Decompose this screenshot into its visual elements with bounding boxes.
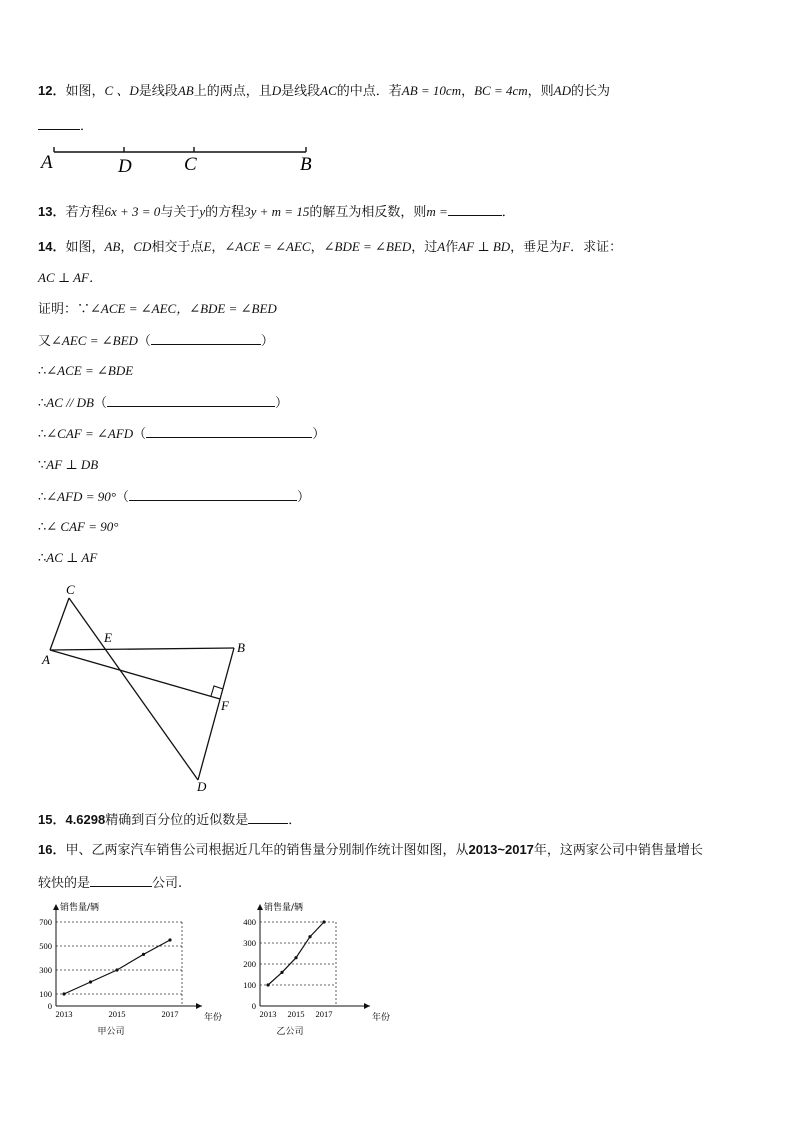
paren-close: ）: [274, 396, 288, 411]
proof-label: 证明：: [38, 302, 78, 317]
q12-ab-value: AB = 10cm: [401, 83, 462, 98]
label-e: E: [104, 630, 112, 645]
q13-text: 的方程: [205, 205, 245, 220]
q12-line2: [38, 116, 93, 136]
q13-text: 若方程: [65, 205, 105, 220]
q13-text: 与关于: [160, 205, 200, 220]
q12-bc-value: BC = 4cm: [474, 83, 528, 98]
q14-f: F: [562, 239, 571, 254]
q12-text: 是线段: [138, 84, 178, 99]
q15-line: [38, 810, 301, 830]
series-line: [64, 940, 170, 994]
q14-reason-blank-1[interactable]: [151, 331, 261, 345]
therefore-symbol: ∴: [38, 520, 47, 535]
proof-step5: ∠CAF = ∠AFD: [46, 426, 134, 441]
q14-reason-blank-2[interactable]: [107, 393, 275, 407]
proof-step9: AC ⊥ AF: [46, 550, 98, 565]
proof-step3: ∠ACE = ∠BDE: [46, 363, 134, 378]
label-f: F: [221, 698, 229, 713]
chart-title: 乙公司: [276, 1027, 304, 1037]
q12-points-cd: C 、D: [104, 83, 139, 98]
data-point: [294, 956, 297, 959]
data-point: [62, 992, 65, 995]
q14-proof-5: [38, 424, 325, 444]
q14-text: ，垂足为: [510, 240, 563, 255]
q14-reason-blank-4[interactable]: [129, 487, 297, 501]
q14-cd: CD: [133, 239, 152, 254]
q16-line1: [38, 841, 703, 860]
q12-seg-ad: AD: [553, 83, 571, 98]
paren-open: （: [133, 427, 147, 442]
y-axis-label: 销售量/辆: [60, 903, 100, 913]
x-tick-label: 2015: [108, 1009, 126, 1019]
segment-ab: [50, 648, 234, 650]
label-b: B: [237, 640, 245, 655]
therefore-symbol: ∴: [38, 490, 47, 505]
q14-geometry-figure: [38, 582, 268, 794]
q13-number: 13．: [38, 204, 66, 219]
x-tick-label: 2013: [55, 1009, 73, 1019]
y-tick-label: 300: [243, 938, 256, 948]
x-tick-label: 2015: [287, 1009, 305, 1019]
x-tick-label: 2017: [315, 1009, 333, 1019]
q12-point-d: D: [271, 83, 282, 98]
q14-cond3: AF ⊥ BD: [458, 239, 511, 254]
q15-text: 精确到百分位的近似数是: [105, 813, 249, 828]
q16-text: 年，这两家公司中销售量增长: [533, 843, 703, 858]
q16-text: 甲、乙两家汽车销售公司根据近几年的销售量分别制作统计图如图，从: [65, 843, 469, 858]
q14-proof-9: [38, 549, 97, 568]
q14-proof-6: [38, 456, 98, 475]
y-tick-label: 200: [243, 959, 256, 969]
data-point: [280, 971, 283, 974]
q13-answer-blank[interactable]: [448, 202, 502, 216]
data-point: [168, 938, 171, 941]
q12-seg-ac: AC: [320, 83, 337, 98]
paren-open: （: [93, 396, 107, 411]
y-tick-label: 100: [39, 989, 52, 999]
q14-text: 作: [445, 240, 459, 255]
q14-text: ，过: [411, 240, 438, 255]
q12-tail: ．: [80, 119, 94, 134]
data-point: [89, 980, 92, 983]
q12-text: ，: [461, 84, 475, 99]
segment-bd: [198, 648, 234, 780]
segment-ac: [50, 598, 69, 650]
series-line: [268, 922, 324, 985]
q12-line1: [38, 82, 610, 101]
q12-text: 如图，: [65, 84, 105, 99]
label-d: D: [118, 156, 132, 177]
proof-step4: AC // DB: [46, 395, 94, 410]
label-b: B: [300, 154, 312, 175]
q14-number: 14．: [38, 239, 66, 254]
paren-close: ）: [312, 427, 326, 442]
q12-number: 12．: [38, 83, 66, 98]
y-axis-arrow: [257, 904, 263, 910]
q13-equation2: 3y + m = 15: [244, 204, 310, 219]
q14-proof-4: [38, 393, 288, 413]
q12-text: ，则: [527, 84, 554, 99]
q15-answer-blank[interactable]: [248, 810, 288, 824]
q13-tail: ．: [501, 205, 515, 220]
q14-proof-7: [38, 487, 310, 507]
proof-step6: AF ⊥ DB: [46, 457, 99, 472]
therefore-symbol: ∴: [38, 551, 47, 566]
q14-text: ．求证：: [570, 240, 623, 255]
q16-text: 公司.: [152, 876, 183, 891]
q14-line1: [38, 238, 622, 257]
q13-line: [38, 202, 515, 222]
q14-text: 相交于点: [151, 240, 204, 255]
paren-close: ）: [296, 490, 310, 505]
q12-seg-ab: AB: [177, 83, 194, 98]
label-c: C: [184, 154, 197, 175]
label-a: A: [41, 152, 53, 173]
q14-text: 如图，: [65, 240, 105, 255]
label-d: D: [197, 779, 207, 794]
q14-proof-1: [38, 300, 277, 319]
y-tick-label: 500: [39, 941, 52, 951]
x-axis-label: 年份: [372, 1013, 390, 1023]
q14-proof-2: [38, 331, 274, 351]
because-symbol: ∵: [38, 458, 47, 473]
q15-value: 4.6298: [65, 812, 106, 827]
proof-step1: ∠ACE = ∠AEC，∠BDE = ∠BED: [90, 301, 277, 316]
q14-reason-blank-3[interactable]: [146, 424, 312, 438]
data-point: [142, 953, 145, 956]
data-point: [115, 968, 118, 971]
q13-ans-lhs: m =: [426, 204, 448, 219]
segment-cd: [69, 598, 198, 780]
q12-text: 的中点．若: [336, 84, 402, 99]
q14-cond2: ∠BDE = ∠BED: [323, 239, 412, 254]
q14-line2: AC ⊥ AF．: [38, 270, 102, 285]
q14-e: E: [203, 239, 212, 254]
because-symbol: ∵: [77, 302, 91, 317]
q12-answer-blank[interactable]: [38, 116, 80, 130]
data-point: [322, 920, 325, 923]
y-axis-arrow: [53, 904, 59, 910]
y-tick-label: 100: [243, 980, 256, 990]
proof-step7: ∠AFD = 90°: [46, 489, 116, 504]
q16-text: 较快的是: [38, 876, 91, 891]
q16-years: 2013~2017: [468, 842, 534, 857]
q14-text: ，: [120, 240, 134, 255]
q14-proof-3: [38, 362, 133, 381]
label-a: A: [42, 652, 50, 667]
chart-jia-company: [22, 898, 222, 1040]
x-axis-arrow: [196, 1003, 202, 1009]
data-point: [266, 983, 269, 986]
therefore-symbol: ∴: [38, 364, 47, 379]
q13-equation1: 6x + 3 = 0: [104, 204, 161, 219]
q14-cond1: ∠ACE = ∠AEC: [224, 239, 311, 254]
proof-prefix: 又: [38, 334, 52, 349]
x-axis-label: 年份: [204, 1013, 222, 1023]
y-tick-label: 400: [243, 917, 256, 927]
q15-number: 15．: [38, 812, 66, 827]
q12-segment-figure: [38, 140, 328, 180]
x-axis-arrow: [364, 1003, 370, 1009]
paren-open: （: [115, 490, 129, 505]
therefore-symbol: ∴: [38, 427, 47, 442]
paren-open: （: [137, 334, 151, 349]
y-tick-label: 300: [39, 965, 52, 975]
x-tick-label: 2013: [259, 1009, 277, 1019]
y-tick-label: 700: [39, 917, 52, 927]
q16-answer-blank[interactable]: [90, 873, 152, 887]
q14-text: ，: [310, 240, 324, 255]
q16-line2: [38, 873, 182, 893]
chart-title: 甲公司: [97, 1027, 125, 1037]
therefore-symbol: ∴: [38, 396, 47, 411]
proof-step2: ∠AEC = ∠BED: [51, 333, 138, 348]
q15-tail: ．: [288, 813, 302, 828]
q12-text: 是线段: [281, 84, 321, 99]
chart-yi-company: [230, 898, 390, 1040]
data-point: [308, 935, 311, 938]
q12-text: 的长为: [571, 84, 611, 99]
q14-ab: AB: [104, 239, 121, 254]
proof-step8: ∠ CAF = 90°: [46, 519, 119, 534]
q14-text: ，: [211, 240, 225, 255]
label-c: C: [66, 582, 75, 597]
y-tick-label: 0: [251, 1001, 256, 1011]
paren-close: ）: [260, 334, 274, 349]
q12-text: 上的两点，且: [193, 84, 272, 99]
y-tick-label: 0: [47, 1001, 52, 1011]
x-tick-label: 2017: [161, 1009, 179, 1019]
q14-proof-8: [38, 518, 118, 537]
y-axis-label: 销售量/辆: [264, 903, 304, 913]
q13-var: y: [199, 204, 206, 219]
q13-text: 的解互为相反数，则: [309, 205, 427, 220]
q14-a: A: [437, 239, 446, 254]
q16-number: 16．: [38, 842, 66, 857]
